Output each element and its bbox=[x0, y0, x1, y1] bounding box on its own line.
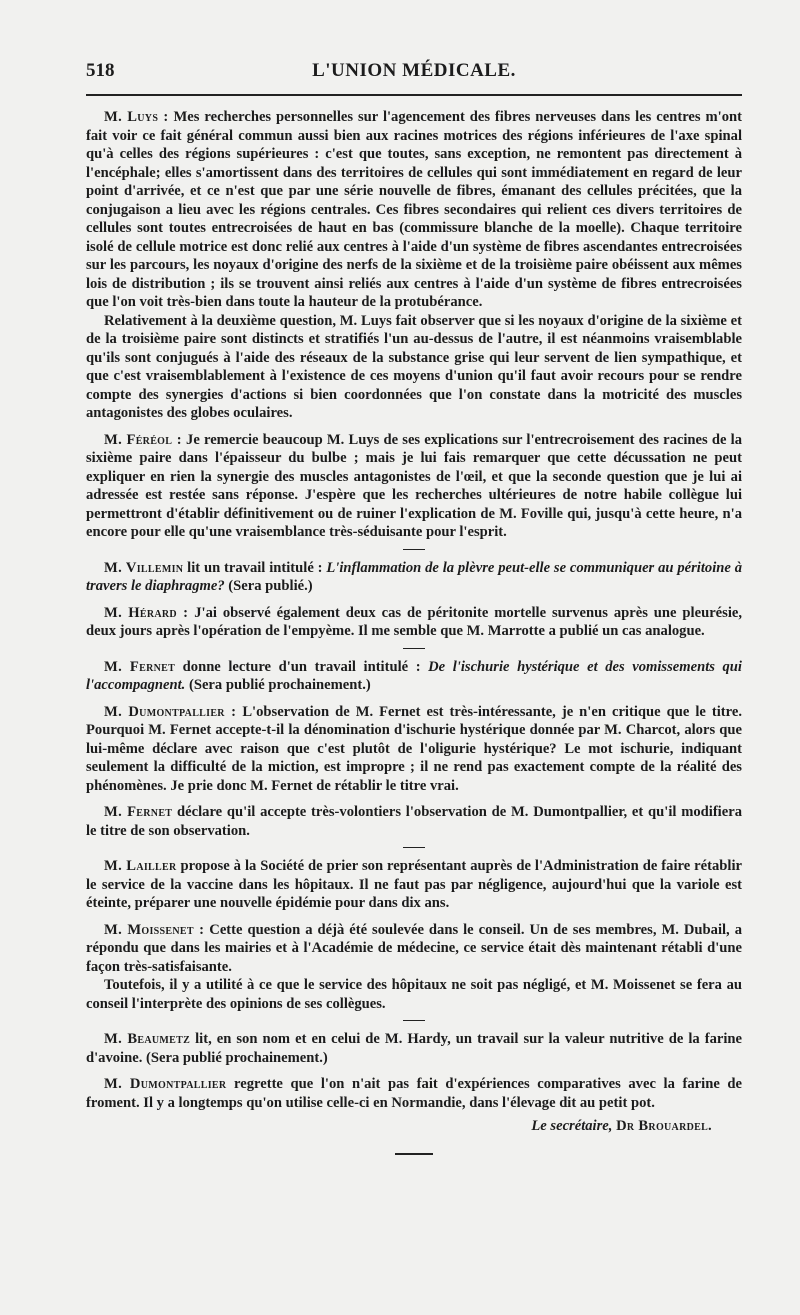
signature: Le secrétaire, Dr Brouardel. bbox=[531, 1118, 712, 1134]
paragraph-moissenet: M. Moissenet : Cette question a déjà été soulevée dans le conseil. Un de ses membres, M. Dubail, a répondu que dans les mairies et à l'Académie de médecine, ce service était dès maintenant rétabli d'une façon très-satisfaisante. bbox=[86, 921, 742, 975]
paragraph-moissenet-cont: Toutefois, il y a utilité à ce que le service des hôpitaux ne soit pas négligé, et M. Moissenet se fera au conseil l'interprète des opinions de ses collègues. bbox=[86, 977, 742, 1012]
paragraph-villemin: M. Villemin lit un travail intitulé : L'inflammation de la plèvre peut-elle se communiquer au péritoine à travers le diaphragme? (Sera publié.) bbox=[86, 559, 742, 594]
paragraph-ferreol: M. Féréol : Je remercie beaucoup M. Luys de ses explications sur l'entrecroisement des racines de la sixième paire dans l'épaisseur du bulbe ; mais je lui fais remarquer que cette décussation ne peut expliquer en rien la synergie des muscles antagonistes de l'œil, et que la seconde question que je lui ai adressée est restée sans réponse. J'espère que les recherches ultérieures de notre habile collègue lui permettront d'établir définitivement ou de ruiner l'explication de M. Foville qui, jusqu'à cette heure, n'a encore pour elle qu'une vraisemblance très-séduisante pour l'esprit. bbox=[86, 431, 742, 540]
paragraph-dumontpallier-2: M. Dumontpallier regrette que l'on n'ait pas fait d'expériences comparatives avec la farine de froment. Il y a longtemps qu'on utilise celle-ci en Normandie, dans l'élevage dit au petit pot. bbox=[86, 1076, 743, 1111]
end-rule bbox=[395, 1153, 433, 1155]
paragraph-fernet-title: M. Fernet donne lecture d'un travail intitulé : De l'ischurie hystérique et des vomissements qui l'accompagnent. (Sera publié prochainement.) bbox=[86, 658, 742, 693]
section-separator bbox=[403, 648, 425, 649]
paragraph-beaumetz: M. Beaumetz lit, en son nom et en celui de M. Hardy, un travail sur la valeur nutritive de la farine d'avoine. (Sera publié prochainement.) bbox=[86, 1031, 742, 1066]
journal-title: L'UNION MÉDICALE. bbox=[312, 60, 516, 81]
header-rule bbox=[86, 94, 742, 96]
section-separator bbox=[403, 549, 425, 550]
section-separator bbox=[403, 1020, 425, 1021]
paragraph-fernet-reply: M. Fernet déclare qu'il accepte très-volontiers l'observation de M. Dumontpallier, et qu'il modifiera le titre de son observation. bbox=[86, 804, 742, 839]
page-number: 518 bbox=[86, 60, 115, 81]
paragraph-dumontpallier: M. Dumontpallier : L'observation de M. Fernet est très-intéressante, je n'en critique que le titre. Pourquoi M. Fernet accepte-t-il la dénomination d'ischurie hystérique donnée par M. Charcot, alors que lui-même déclare avec raison que c'est plutôt de l'oligurie hystérique? Le mot ischurie, indiquant seulement la difficulté de la miction, est impropre ; il ne rend pas exactement compte de la réalité des phénomènes. Je prie donc M. Fernet de rétablir le titre vrai. bbox=[86, 703, 742, 794]
paragraph-luys-reply: Relativement à la deuxième question, M. Luys fait observer que si les noyaux d'origine de la sixième et de la troisième paire sont distincts et stratifiés l'un au-dessus de l'autre, il est néanmoins vraisemblable qu'ils sont conjugués à l'aide des réseaux de la substance grise qui leur servent de lien sympathique, et que c'est vraisemblablement à l'existence de ces moyens d'union qu'il faut avoir recours pour se rendre compte des synergies d'actions si bien coordonnées que l'on constate dans la motricité des muscles antagonistes des globes oculaires. bbox=[86, 312, 742, 421]
paragraph-lailler: M. Lailler propose à la Société de prier son représentant auprès de l'Administration de faire rétablir le service de la vaccine dans les hôpitaux. Il ne faut pas par négligence, aujourd'hui que la variole est éteinte, préparer une nouvelle épidémie pour dans dix ans. bbox=[86, 858, 743, 911]
paragraph-luys: M. Luys : Mes recherches personnelles sur l'agencement des fibres nerveuses dans les centres m'ont fait voir ce fait général commun aussi bien aux racines motrices des régions inférieures de l'axe spinal qu'à celles des régions supérieures : c'est que toutes, sans exception, ne remontent pas directement à l'encéphale; elles s'amortissent dans des territoires de cellules qui sont immédiatement en regard de leur point d'arrivée, et ce n'est que par une série nouvelle de fibres, émanant des cellules précitées, que la conjugaison a lieu avec les régions centrales. Ces fibres secondaires qui relient ces divers territoires de cellules sont toutes entrecroisées de haut en bas (commissure blanche de la moelle). Chaque territoire isolé de cellule motrice est donc relié aux centres à l'aide d'un système de fibres ascendantes entrecroisées sur les parcours, les noyaux d'origine des nerfs de la sixième et de la troisième paire obéissent aux mêmes lois de distribution ; ils se trouvent ainsi reliés aux centres à l'aide d'un système de fibres entrecroisées que l'on voit très-bien dans toute la hauteur de la protubérance. bbox=[86, 109, 742, 310]
page-header bbox=[86, 60, 742, 92]
paragraph-herard: M. Hérard : J'ai observé également deux cas de péritonite mortelle survenus après une pleurésie, deux jours après l'opération de l'empyème. Il me semble que M. Marrotte a publié un cas analogue. bbox=[86, 604, 743, 639]
section-separator bbox=[403, 847, 425, 848]
